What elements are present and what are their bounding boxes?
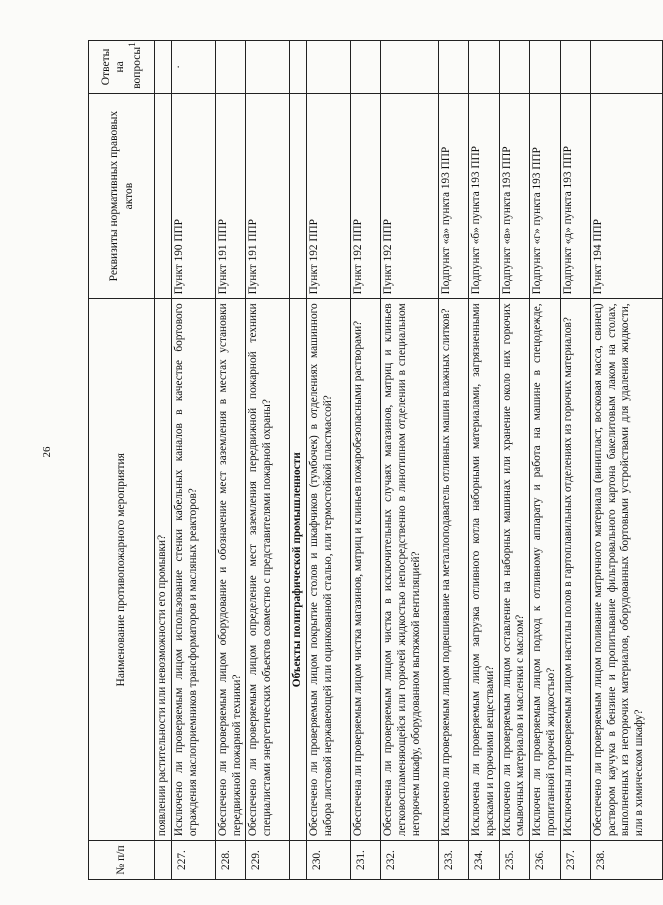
row-answer-cell[interactable]	[530, 41, 561, 94]
row-number: 228.	[215, 841, 246, 880]
table-row	[381, 41, 439, 880]
rotated-sheet	[88, 40, 646, 880]
row-answer-cell[interactable]	[155, 41, 172, 94]
row-number: 229.	[246, 841, 290, 880]
row-number: 236.	[530, 841, 561, 880]
header-name: Наименование противопожарного мероприятия	[89, 299, 155, 841]
fire-safety-checklist-table	[88, 40, 663, 880]
header-requisites: Реквизиты нормативных правовых актов	[89, 93, 155, 299]
row-requisites: Подпункт «г» пункта 193 ППР	[530, 93, 561, 299]
row-answer-cell[interactable]	[351, 41, 381, 94]
row-requisites: Пункт 190 ППР	[171, 93, 215, 299]
table-row	[469, 41, 500, 880]
row-measure-text: Обеспечено ли проверяемым лицом поливание матричного материала (винипласт, восковая масса, свинец) раствором каучука в бензине и пропитывание фильтровального картона бакелитовым лаком на столах, выполненных из негорючих материалов, оборудованных бортовыми устройствами для удаления жидкости, или в химическом шкафу?	[590, 299, 662, 841]
header-row	[89, 41, 155, 880]
row-number: 237.	[560, 841, 590, 880]
row-measure-text: Исключена ли проверяемым лицом загрузка отливного котла наборными материалами, загрязненными красками и горючими веществами?	[469, 299, 500, 841]
table-row	[171, 41, 215, 880]
row-measure-text: Исключены ли проверяемым лицом настилы полов в гартоплавильных отделениях из горючих материалов?	[560, 299, 590, 841]
row-answer-cell[interactable]	[560, 41, 590, 94]
row-number: 230.	[307, 841, 351, 880]
section-ref-cell	[290, 93, 307, 299]
table-row	[499, 41, 530, 880]
table-row	[307, 41, 351, 880]
table-row	[560, 41, 590, 880]
row-requisites: Пункт 191 ППР	[246, 93, 290, 299]
row-answer-cell[interactable]	[307, 41, 351, 94]
row-measure-text: Обеспечена ли проверяемым лицом чистка в исключительных случаях магазинов, матриц и клиньев легковоспламеняющейся или горючей жидкостью непосредственно в линотипном отделении в специальном негорючем шкафу, оборудованном вытяжкой вентиляцией?	[381, 299, 439, 841]
row-measure-text: Исключено ли проверяемым лицом оставление на наборных машинах или хранение около них горючих смывочных материалов и масленки с маслом?	[499, 299, 530, 841]
row-measure-text: Обеспечено ли проверяемым лицом определение мест заземления передвижной пожарной техники специалистами энергетических объектов совместно с представителями пожарной охраны?	[246, 299, 290, 841]
row-requisites: Пункт 194 ППР	[590, 93, 662, 299]
table-row	[351, 41, 381, 880]
row-measure-text: появлении растительности или невозможности его промывки?	[155, 299, 172, 841]
row-answer-cell[interactable]	[215, 41, 246, 94]
row-requisites: Пункт 191 ППР	[215, 93, 246, 299]
row-number: 232.	[381, 841, 439, 880]
row-measure-text: Обеспечено ли проверяемым лицом оборудование и обозначение мест заземления в местах установки передвижной пожарной техники?	[215, 299, 246, 841]
page-number: 26	[41, 446, 53, 458]
row-requisites: Подпункт «в» пункта 193 ППР	[499, 93, 530, 299]
section-title: Объекты полиграфической промышленности	[290, 299, 307, 841]
row-number: 238.	[590, 841, 662, 880]
row-answer-cell[interactable]	[499, 41, 530, 94]
table-row	[439, 41, 469, 880]
row-number: 235.	[499, 841, 530, 880]
row-requisites: Подпункт «б» пункта 193 ППР	[469, 93, 500, 299]
row-requisites: Подпункт «д» пункта 193 ППР	[560, 93, 590, 299]
section-num-cell	[290, 841, 307, 880]
row-requisites	[155, 93, 172, 299]
row-measure-text: Исключен ли проверяемым лицом подход к отливному аппарату и работа на машине в спецодежде, пропитанной горючей жидкостью?	[530, 299, 561, 841]
row-answer-cell[interactable]	[439, 41, 469, 94]
table-row	[155, 41, 172, 880]
row-number: 227.	[171, 841, 215, 880]
row-number: 234.	[469, 841, 500, 880]
table-row	[590, 41, 662, 880]
row-measure-text: Обеспечено ли проверяемым лицом покрытие столов и шкафчиков (тумбочек) в отделениях машинного набора листовой нержавеющей или оцинкованной сталью, или термостойкой пластмассой?	[307, 299, 351, 841]
row-answer-cell[interactable]	[590, 41, 662, 94]
row-requisites: Подпункт «а» пункта 193 ППР	[439, 93, 469, 299]
row-answer-cell[interactable]	[469, 41, 500, 94]
header-answers	[89, 41, 155, 94]
row-number: 231.	[351, 841, 381, 880]
row-number	[155, 841, 172, 880]
section-answer-cell	[290, 41, 307, 94]
row-requisites: Пункт 192 ППР	[307, 93, 351, 299]
row-answer-cell[interactable]	[246, 41, 290, 94]
row-measure-text: Обеспечена ли проверяемым лицом чистка магазинов, матриц и клиньев пожаробезопасными растворами?	[351, 299, 381, 841]
table-row	[246, 41, 290, 880]
table-row	[215, 41, 246, 880]
header-answers-text: Ответы на вопросы	[100, 46, 143, 89]
table-body	[89, 41, 663, 880]
row-requisites: Пункт 192 ППР	[381, 93, 439, 299]
section-row	[290, 41, 307, 880]
row-answer-cell[interactable]	[381, 41, 439, 94]
header-num: № п/п	[89, 841, 155, 880]
row-requisites: Пункт 192 ППР	[351, 93, 381, 299]
row-measure-text: Исключено ли проверяемым лицом подвешивание на металлоподаватель отливных машин влажных слитков?	[439, 299, 469, 841]
row-measure-text: Исключено ли проверяемым лицом использование стенки кабельных каналов в качестве бортового ограждения маслоприемников трансформаторов и масляных реакторов?	[171, 299, 215, 841]
footnote-mark: 1	[127, 42, 139, 47]
row-number: 233.	[439, 841, 469, 880]
row-answer-cell[interactable]: ·	[171, 41, 215, 94]
table-row	[530, 41, 561, 880]
